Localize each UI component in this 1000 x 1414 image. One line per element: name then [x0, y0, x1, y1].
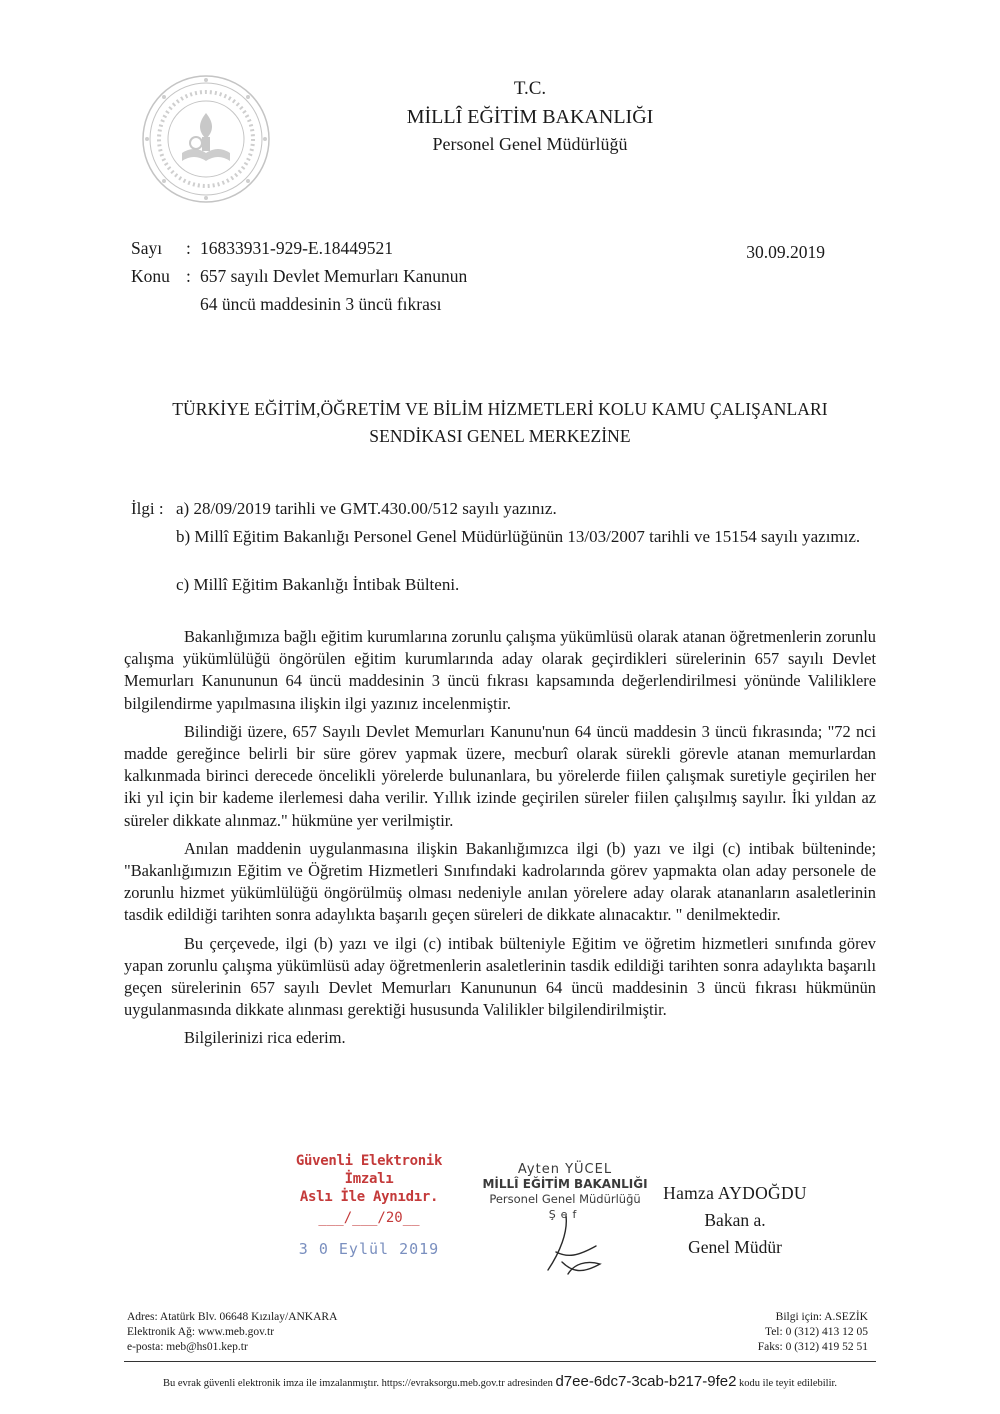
header-ministry: MİLLÎ EĞİTİM BAKANLIĞI [406, 106, 654, 128]
ilgi-item-c: c) Millî Eğitim Bakanlığı İntibak Bülteni. [176, 575, 460, 594]
konu-value-line1: 657 sayılı Devlet Memurları Kanunun [200, 266, 468, 286]
stamp-date-blank: ___/___/20__ [318, 1210, 420, 1226]
footer-divider [124, 1361, 876, 1362]
konu-label: Konu [131, 266, 170, 286]
sign-stamp-title: Şef [548, 1208, 582, 1221]
body-paragraph-4: Bu çerçevede, ilgi (b) yazı ve ilgi (c) intibak bülteniyle Eğitim ve öğretim hizmetleri sınıfında görev yapan zorunlu çalışma yükümlüsü aday öğretmenlerin asaletlerinin tasdik edildiği tarihten sonra adaylıkta başarılı geçen sürelerinin 657 sayılı Devlet Memurları Kanununun 64 üncü maddesinin 3 üncü fıkrası hükmünün uygulanmasında dikkate alınması gerektiği hususunda Valilikler bilgilendirilmiştir. [124, 933, 876, 1020]
recipient-line1: TÜRKİYE EĞİTİM,ÖĞRETİM VE BİLİM HİZMETLERİ KOLU KAMU ÇALIŞANLARI [172, 399, 828, 419]
body-closing: Bilgilerinizi rica ederim. [184, 1028, 346, 1048]
handwritten-signature-icon [538, 1212, 618, 1282]
ministry-seal-icon [140, 73, 272, 205]
footer-fax: Faks: 0 (312) 419 52 51 [757, 1341, 868, 1353]
header-tc: T.C. [513, 78, 547, 99]
verify-suffix: kodu ile teyit edilebilir. [739, 1378, 838, 1389]
body-paragraph-3: Anılan maddenin uygulanmasına ilişkin Bakanlığımızca ilgi (b) yazı ve ilgi (c) intibak bülteninde; "Bakanlığımızın Eğitim ve Öğretim Hizmetleri Sınıfındaki kadrolarında görev yapmakta olan aday personele de zorunlu hizmet yükümlülüğü öngörülmüş olması nedeniyle anılan yörelere aday olarak atananların asaletlerinin tasdik edildiği tarihten sonra adaylıkta başarılı geçen süreleri de dikkate alınacaktır. " denilmektedir. [124, 838, 876, 925]
sayi-value: 16833931-929-E.18449521 [200, 238, 393, 258]
certified-copy-stamp [274, 1152, 464, 1258]
body-paragraph-2: Bilindiği üzere, 657 Sayılı Devlet Memurları Kanunu'nun 64 üncü maddesin 3 üncü fıkrasında; "72 nci madde gereğince belirli bir süre görev yapmak üzere, mecburî olarak sürekli görevle atanan memurlardan kalkınmada birinci derecede öncelikli yörelerde bulunanlara, bu yörelerde fiilen çalışmak suretiyle geçirilen her iki yıl için bir kademe ilerlemesi daha verilir. Yıllık izinde geçirilen süreler fiilen çalışılmış sayılır. İki yıldan az süreler dikkate alınmaz." hükmüne yer verilmiştir. [124, 721, 876, 830]
ilgi-item-b: b) Millî Eğitim Bakanlığı Personel Genel Müdürlüğünün 13/03/2007 tarihli ve 15154 sayılı yazımız. [176, 527, 861, 546]
signer-title1: Bakan a. [704, 1210, 766, 1230]
ilgi-label: İlgi : [131, 499, 164, 518]
footer-info: Bilgi için: A.SEZİK [775, 1311, 868, 1323]
verify-code: d7ee-6dc7-3cab-b217-9fe2 [555, 1373, 737, 1390]
header-department: Personel Genel Müdürlüğü [432, 134, 628, 154]
konu-separator: : [186, 266, 191, 286]
footer-tel: Tel: 0 (312) 413 12 05 [764, 1326, 868, 1338]
signer-title2: Genel Müdür [688, 1237, 782, 1257]
verification-line [124, 1373, 876, 1390]
sign-stamp-name: Ayten YÜCEL [517, 1162, 613, 1177]
ilgi-item-a: a) 28/09/2019 tarihli ve GMT.430.00/512 sayılı yazınız. [176, 499, 557, 518]
footer-address: Adres: Atatürk Blv. 06648 Kızılay/ANKARA [127, 1311, 338, 1323]
body-paragraph-1: Bakanlığımıza bağlı eğitim kurumlarına zorunlu çalışma yükümlüsü olarak atanan öğretmenlerin zorunlu çalışma yükümlülüğü öngörülen eğitim kurumlarında aday olarak geçirdikleri sürelerinin 657 sayılı Devlet Memurları Kanununun 64 üncü maddesinin 3 üncü fıkrası kapsamında değerlendirilmesi yönünde Valiliklere bilgilendirme yapılmasına ilişkin ilgi yazınız incelenmiştir. [124, 627, 876, 713]
sayi-separator: : [186, 238, 191, 258]
footer-contact-left [127, 1310, 337, 1355]
sign-stamp-department: Personel Genel Müdürlüğü [489, 1192, 641, 1206]
sayi-label: Sayı [131, 238, 163, 258]
footer-contact-right [700, 1310, 868, 1355]
footer-website: Elektronik Ağ: www.meb.gov.tr [127, 1326, 275, 1338]
signer-block [650, 1180, 820, 1261]
footer-email: e-posta: meb@hs01.kep.tr [127, 1341, 248, 1353]
konu-value-line2: 64 üncü maddesinin 3 üncü fıkrası [200, 294, 442, 314]
verify-prefix: Bu evrak güvenli elektronik imza ile imzalanmıştır. https://evraksorgu.meb.gov.tr adresinden [162, 1378, 553, 1389]
signer-name: Hamza AYDOĞDU [663, 1183, 807, 1203]
letter-body [124, 626, 876, 1056]
stamp-date: 3 0 Eylül 2019 [298, 1240, 440, 1258]
sign-stamp-ministry: MİLLÎ EĞİTİM BAKANLIĞI [482, 1177, 648, 1191]
stamp-line2: Aslı İle Aynıdır. [299, 1189, 439, 1205]
stamp-line1: Güvenli Elektronik İmzalı [295, 1153, 443, 1187]
document-date: 30.09.2019 [746, 242, 825, 262]
recipient-line2: SENDİKASI GENEL MERKEZİNE [369, 426, 631, 446]
